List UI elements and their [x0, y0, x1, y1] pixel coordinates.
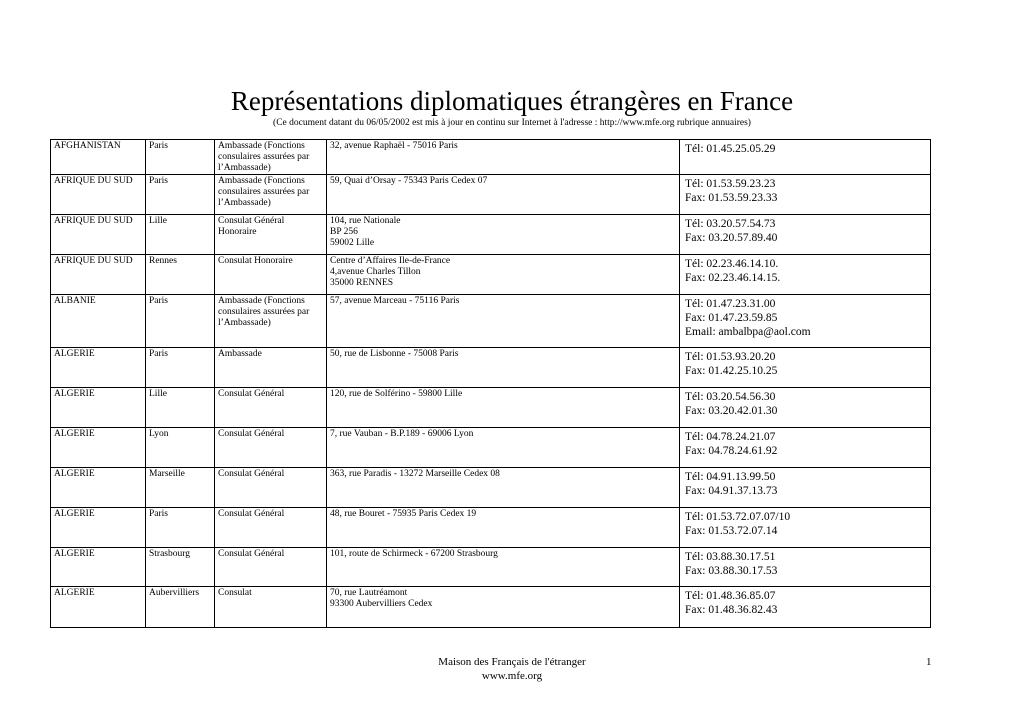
- address-line: 57, avenue Marceau - 75116 Paris: [330, 296, 460, 306]
- contact-line: Fax: 01.53.72.07.14: [685, 525, 778, 537]
- address-line: 35000 RENNES: [330, 278, 394, 288]
- address-line: 48, rue Bouret - 75935 Paris Cedex 19: [330, 509, 477, 519]
- table-row: [51, 428, 931, 468]
- country-name: ALBANIE: [54, 296, 96, 306]
- contact-line: Fax: 01.48.36.82.43: [685, 604, 778, 616]
- contact-line: Tél: 03.20.54.56.30: [685, 391, 776, 403]
- table-row: [51, 548, 931, 587]
- city-name: Lille: [149, 216, 167, 226]
- city-name: Paris: [149, 509, 168, 519]
- address-cell: [327, 388, 680, 428]
- address-line: 4,avenue Charles Tillon: [330, 267, 421, 277]
- contact-cell: [680, 295, 931, 348]
- table-row: [51, 255, 931, 295]
- contact-line: Tél: 03.88.30.17.51: [685, 551, 776, 563]
- city-cell: [146, 468, 215, 508]
- city-cell: [146, 428, 215, 468]
- country-name: ALGERIE: [54, 509, 95, 519]
- representation-type-cell: [215, 348, 327, 388]
- representation-type-cell: [215, 140, 327, 175]
- country-name: ALGERIE: [54, 549, 95, 559]
- address-cell: [327, 548, 680, 587]
- city-cell: [146, 215, 215, 255]
- contact-line: Fax: 04.91.37.13.73: [685, 485, 778, 497]
- address-line: Centre d’Affaires Ile-de-France: [330, 256, 451, 266]
- address-line: 7, rue Vauban - B.P.189 - 69006 Lyon: [330, 429, 474, 439]
- city-cell: [146, 348, 215, 388]
- country-cell: [51, 175, 146, 215]
- city-name: Paris: [149, 176, 168, 186]
- country-cell: [51, 140, 146, 175]
- city-name: Rennes: [149, 256, 177, 266]
- address-line: BP 256: [330, 227, 358, 237]
- contact-line: Tél: 01.47.23.31.00: [685, 298, 776, 310]
- contact-cell: [680, 215, 931, 255]
- representation-type-cell: [215, 468, 327, 508]
- address-cell: [327, 255, 680, 295]
- address-line: 59, Quai d’Orsay - 75343 Paris Cedex 07: [330, 176, 488, 186]
- representation-type: Consulat Général: [218, 469, 285, 479]
- representation-type: Consulat Général: [218, 549, 285, 559]
- representation-type-cell: [215, 428, 327, 468]
- page-subtitle: (Ce document datant du 06/05/2002 est mis à jour en continu sur Internet à l'adresse : http://www.mfe.org rubrique annuaires): [273, 118, 751, 128]
- contact-line: Fax: 01.53.59.23.33: [685, 192, 778, 204]
- country-cell: [51, 468, 146, 508]
- address-line: 70, rue Lautréamont: [330, 588, 408, 598]
- address-line: 120, rue de Solférino - 59800 Lille: [330, 389, 463, 399]
- city-name: Aubervilliers: [149, 588, 200, 598]
- representation-type: Ambassade (Fonctions consulaires assurées par l’Ambassade): [218, 176, 310, 208]
- representations-table-body: [51, 140, 931, 628]
- city-name: Paris: [149, 141, 168, 151]
- address-cell: [327, 587, 680, 628]
- contact-line: Tél: 04.91.13.99.50: [685, 471, 776, 483]
- country-name: AFGHANISTAN: [54, 141, 121, 151]
- country-name: AFRIQUE DU SUD: [54, 216, 133, 226]
- city-cell: [146, 175, 215, 215]
- address-cell: [327, 428, 680, 468]
- contact-line: Tél: 01.48.36.85.07: [685, 590, 776, 602]
- contact-line: Tél: 01.53.93.20.20: [685, 351, 776, 363]
- representation-type: Ambassade: [218, 349, 262, 359]
- representation-type: Consulat Honoraire: [218, 256, 293, 266]
- representation-type-cell: [215, 295, 327, 348]
- contact-cell: [680, 388, 931, 428]
- city-name: Strasbourg: [149, 549, 190, 559]
- country-name: ALGERIE: [54, 469, 95, 479]
- address-line: 32, avenue Raphaël - 75016 Paris: [330, 141, 458, 151]
- table-row: [51, 587, 931, 628]
- table-row: [51, 348, 931, 388]
- contact-line: Tél: 01.53.59.23.23: [685, 178, 776, 190]
- country-name: AFRIQUE DU SUD: [54, 176, 133, 186]
- city-name: Lille: [149, 389, 167, 399]
- address-line: 104, rue Nationale: [330, 216, 401, 226]
- country-cell: [51, 348, 146, 388]
- city-name: Paris: [149, 296, 168, 306]
- representation-type-cell: [215, 255, 327, 295]
- contact-cell: [680, 428, 931, 468]
- table-row: [51, 388, 931, 428]
- table-row: [51, 215, 931, 255]
- country-name: ALGERIE: [54, 588, 95, 598]
- address-line: 101, route de Schirmeck - 67200 Strasbourg: [330, 549, 498, 559]
- footer-organisation: Maison des Français de l'étranger: [438, 656, 586, 668]
- contact-line: Email: ambalbpa@aol.com: [685, 326, 811, 338]
- contact-line: Fax: 03.88.30.17.53: [685, 565, 778, 577]
- city-name: Marseille: [149, 469, 185, 479]
- contact-cell: [680, 175, 931, 215]
- contact-line: Fax: 01.47.23.59.85: [685, 312, 778, 324]
- address-line: 59002 Lille: [330, 238, 375, 248]
- contact-line: Tél: 04.78.24.21.07: [685, 431, 776, 443]
- country-cell: [51, 548, 146, 587]
- city-cell: [146, 508, 215, 548]
- representation-type: Consulat Général: [218, 389, 285, 399]
- city-name: Lyon: [149, 429, 169, 439]
- contact-line: Fax: 02.23.46.14.15.: [685, 272, 781, 284]
- city-cell: [146, 587, 215, 628]
- representation-type-cell: [215, 587, 327, 628]
- country-name: ALGERIE: [54, 389, 95, 399]
- representations-table: [50, 139, 931, 628]
- representation-type-cell: [215, 548, 327, 587]
- representation-type-cell: [215, 175, 327, 215]
- city-cell: [146, 388, 215, 428]
- contact-cell: [680, 587, 931, 628]
- representation-type-cell: [215, 388, 327, 428]
- address-cell: [327, 295, 680, 348]
- contact-line: Tél: 01.45.25.05.29: [685, 143, 776, 155]
- country-cell: [51, 388, 146, 428]
- representation-type: Ambassade (Fonctions consulaires assurées par l’Ambassade): [218, 296, 310, 328]
- contact-line: Fax: 01.42.25.10.25: [685, 365, 778, 377]
- contact-cell: [680, 548, 931, 587]
- country-cell: [51, 295, 146, 348]
- table-row: [51, 175, 931, 215]
- country-name: AFRIQUE DU SUD: [54, 256, 133, 266]
- city-cell: [146, 548, 215, 587]
- page-number: 1: [926, 656, 932, 668]
- city-cell: [146, 140, 215, 175]
- address-cell: [327, 468, 680, 508]
- contact-line: Fax: 03.20.57.89.40: [685, 232, 778, 244]
- address-cell: [327, 508, 680, 548]
- page-title: Représentations diplomatiques étrangères en France: [230, 86, 794, 116]
- country-cell: [51, 255, 146, 295]
- contact-line: Tél: 01.53.72.07.07/10: [685, 511, 791, 523]
- representation-type-cell: [215, 215, 327, 255]
- address-cell: [327, 175, 680, 215]
- contact-cell: [680, 140, 931, 175]
- representation-type: Consulat Général Honoraire: [218, 216, 285, 237]
- city-name: Paris: [149, 349, 168, 359]
- contact-line: Tél: 03.20.57.54.73: [685, 218, 776, 230]
- contact-cell: [680, 468, 931, 508]
- country-name: ALGERIE: [54, 429, 95, 439]
- country-cell: [51, 428, 146, 468]
- representation-type: Consulat: [218, 588, 252, 598]
- table-row: [51, 468, 931, 508]
- representation-type: Consulat Général: [218, 509, 285, 519]
- contact-cell: [680, 348, 931, 388]
- address-line: 363, rue Paradis - 13272 Marseille Cedex 08: [330, 469, 500, 479]
- representation-type: Consulat Général: [218, 429, 285, 439]
- representation-type: Ambassade (Fonctions consulaires assurées par l’Ambassade): [218, 141, 310, 173]
- representation-type-cell: [215, 508, 327, 548]
- country-cell: [51, 508, 146, 548]
- country-name: ALGERIE: [54, 349, 95, 359]
- contact-line: Fax: 04.78.24.61.92: [685, 445, 778, 457]
- city-cell: [146, 295, 215, 348]
- address-cell: [327, 215, 680, 255]
- table-row: [51, 140, 931, 175]
- contact-line: Tél: 02.23.46.14.10.: [685, 258, 779, 270]
- address-cell: [327, 348, 680, 388]
- footer: [0, 655, 1024, 683]
- country-cell: [51, 215, 146, 255]
- address-line: 93300 Aubervilliers Cedex: [330, 599, 433, 609]
- country-cell: [51, 587, 146, 628]
- address-line: 50, rue de Lisbonne - 75008 Paris: [330, 349, 459, 359]
- contact-cell: [680, 508, 931, 548]
- city-cell: [146, 255, 215, 295]
- contact-cell: [680, 255, 931, 295]
- table-row: [51, 508, 931, 548]
- table-row: [51, 295, 931, 348]
- contact-line: Fax: 03.20.42.01.30: [685, 405, 778, 417]
- address-cell: [327, 140, 680, 175]
- footer-website: www.mfe.org: [481, 670, 543, 682]
